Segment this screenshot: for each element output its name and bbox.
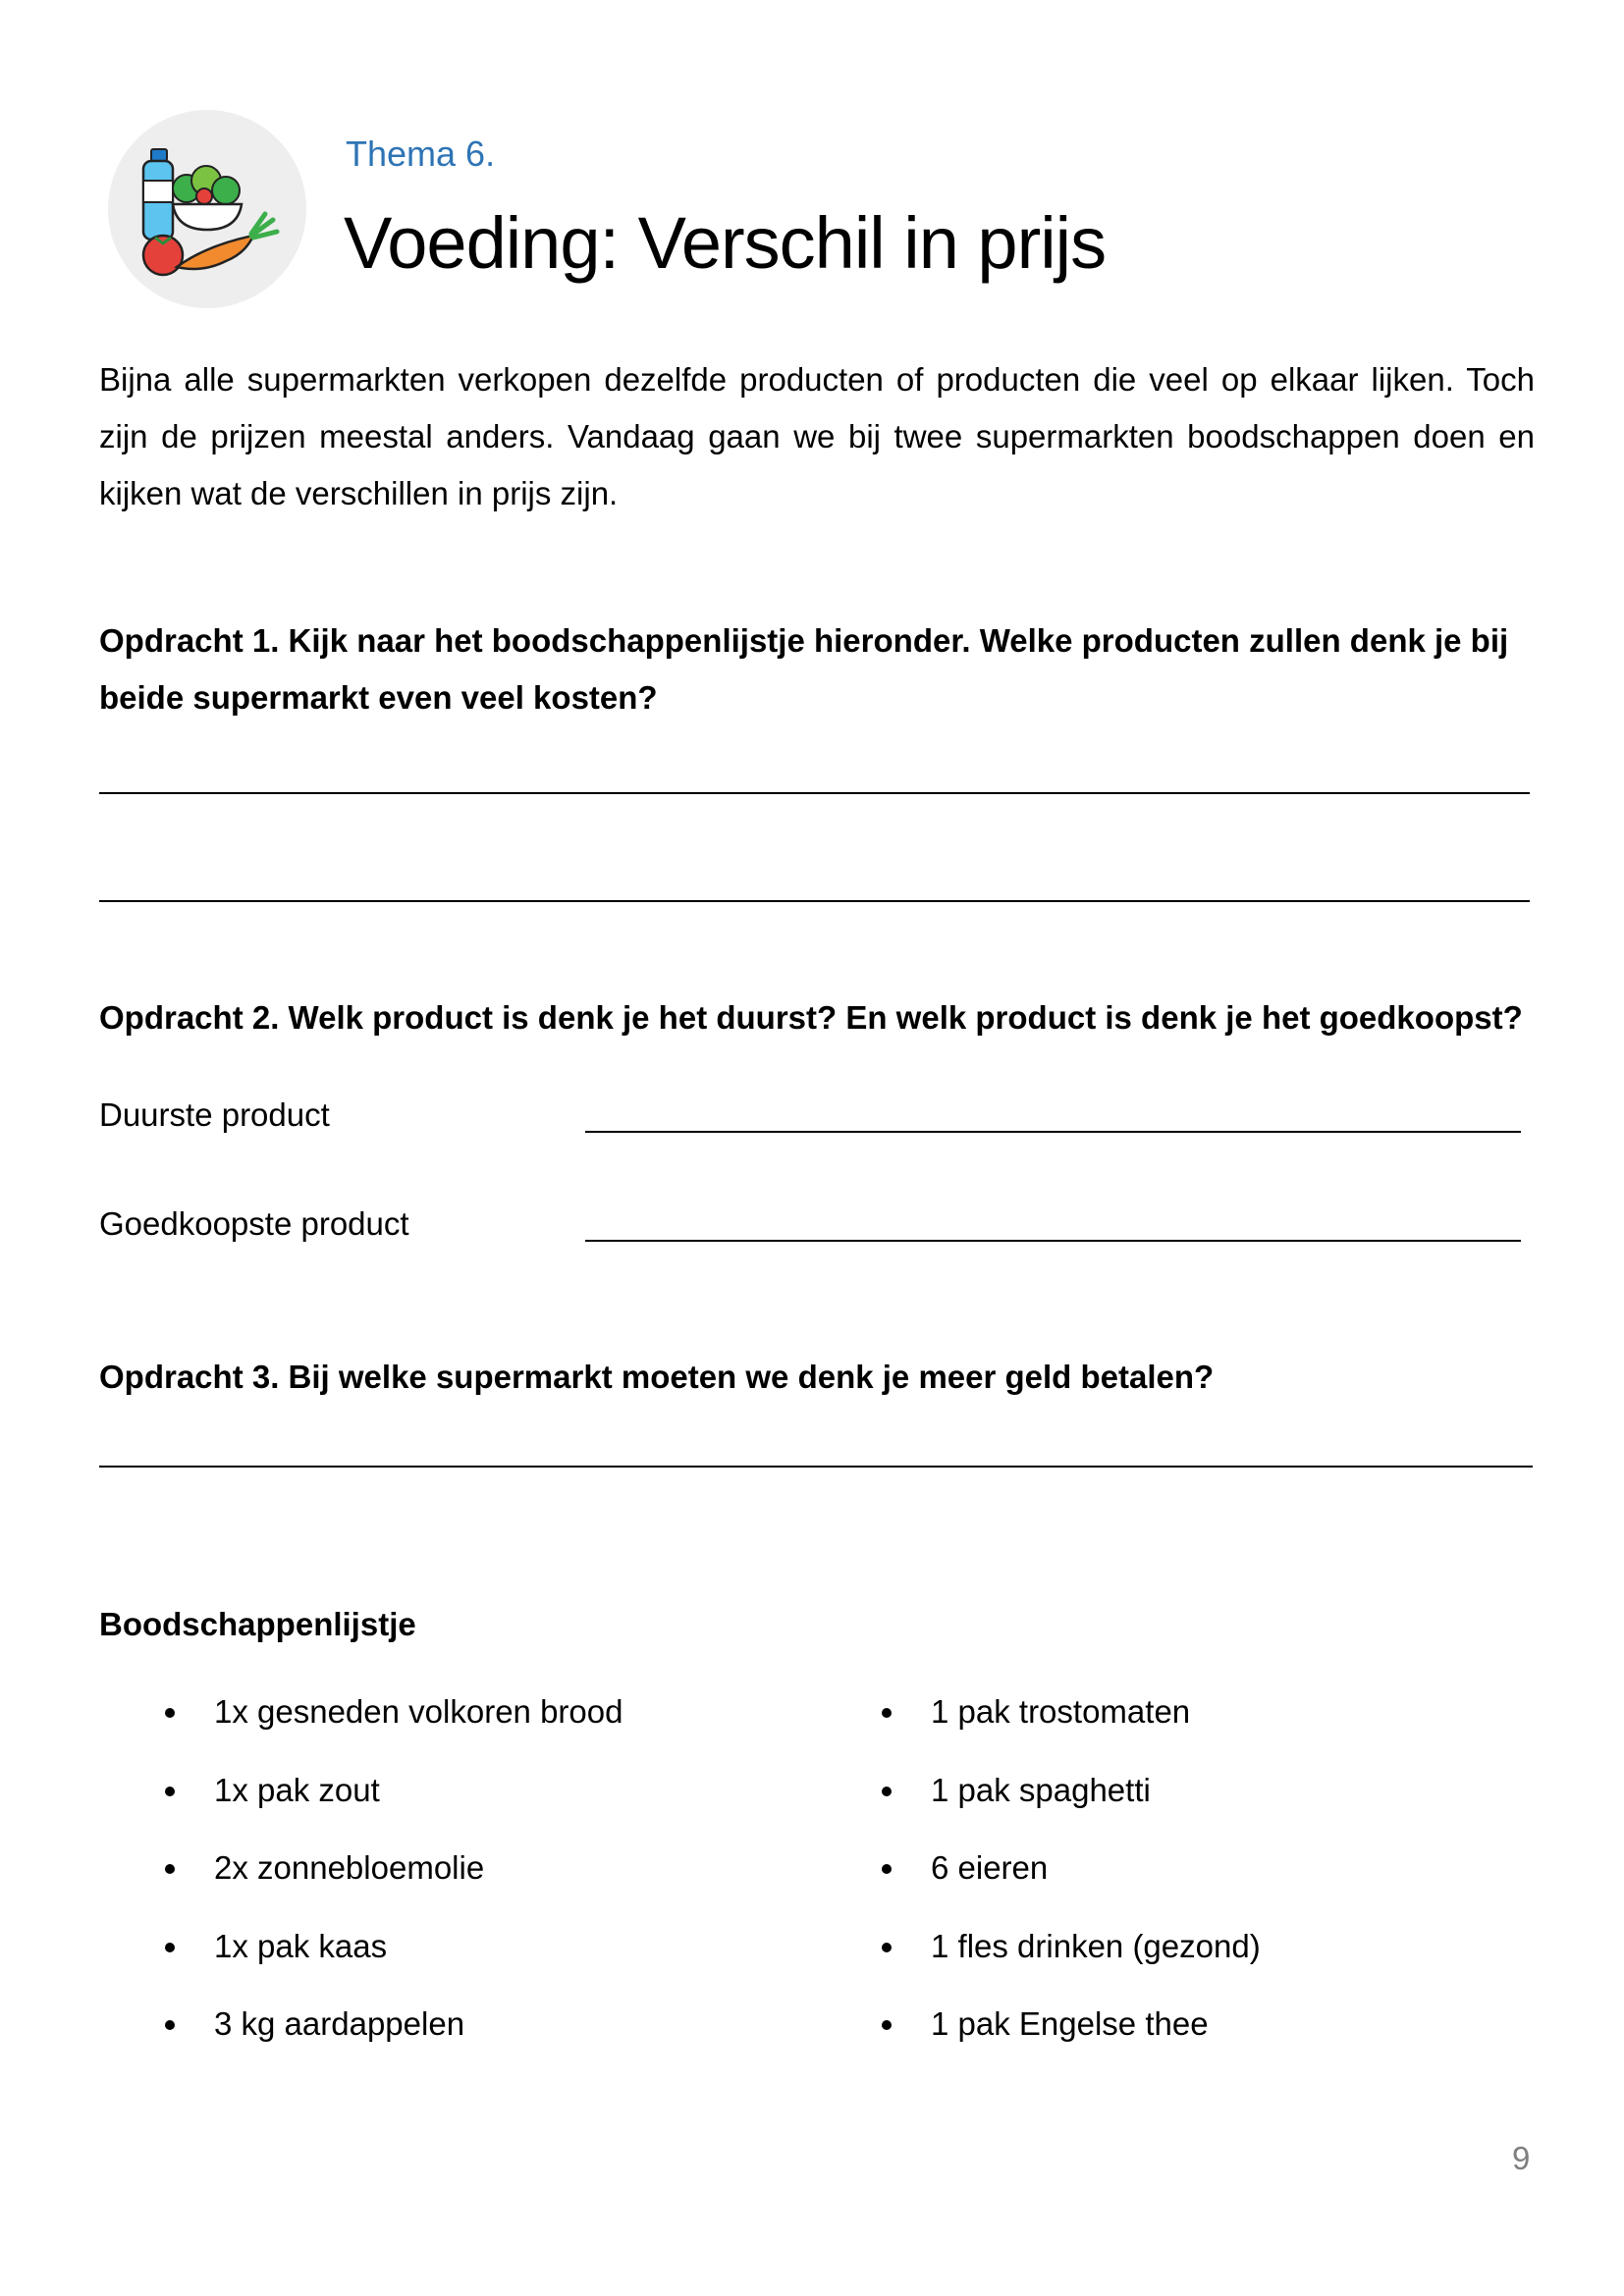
most-expensive-label: Duurste product: [99, 1096, 330, 1133]
bullet-icon: [882, 1787, 892, 1796]
bullet-icon: [165, 1787, 175, 1796]
bullet-icon: [165, 1864, 175, 1874]
intro-paragraph: Bijna alle supermarkten verkopen dezelfde producten of producten die veel op elkaar lijken. Toch zijn de prijzen meestal anders. Vandaag gaan we bij twee supermarkten boodschappen doen en kijken wat de verschillen in prijs zijn.: [99, 361, 1535, 511]
assignment-1-question: Opdracht 1. Kijk naar het boodschappenlijstje hieronder. Welke producten zullen denk je bij beide supermarkt even veel kosten?: [99, 622, 1509, 716]
page-title: Voeding: Verschil in prijs: [344, 202, 1107, 284]
groceries-icon: [108, 110, 306, 308]
bullet-icon: [882, 1864, 892, 1874]
worksheet-page: Thema 6. Voeding: Verschil in prijs Bijna alle supermarkten verkopen dezelfde producten of producten die veel op elkaar lijken. Toch zijn de prijzen meestal anders. Vandaag gaan we bij twee supermarkten boodschappen doen en kijken wat de verschillen in prijs zijn. Opdracht 1. Kijk naar het boodschappenlijstje hieronder. Welke producten zullen denk je bij beide supermarkt even veel kosten? Opdracht 2. Welk product is denk je het duurst? En welk product is denk je het goedkoopst? Duurste product Goedkoopste product Opdracht 3. Bij welke supermarkt moeten we denk je meer geld betalen? Boodschappenlijstje 1x gesneden volkoren brood 1x pak zout 2x zonnebloemolie 1x pak kaas 3 kg aardappelen 1 pak trostomaten 1 pak spaghetti 6 eieren 1 fles drinken (gezond) 1 pak Engelse thee 9: [0, 0, 1624, 2296]
bullet-icon: [882, 1708, 892, 1718]
assignment-3-answer-line[interactable]: [99, 1466, 1533, 1468]
theme-label: Thema 6.: [346, 133, 496, 174]
bullet-icon: [165, 2020, 175, 2030]
cheapest-answer-line[interactable]: [585, 1240, 1521, 1242]
page-number: 9: [1512, 2140, 1531, 2176]
assignment-2-question: Opdracht 2. Welk product is denk je het duurst? En welk product is denk je het goedkoopst?: [99, 999, 1523, 1036]
bullet-icon: [165, 1943, 175, 1952]
assignment-3-question: Opdracht 3. Bij welke supermarkt moeten we denk je meer geld betalen?: [99, 1359, 1215, 1395]
cheapest-label: Goedkoopste product: [99, 1205, 409, 1242]
shopping-list-heading: Boodschappenlijstje: [99, 1606, 416, 1642]
most-expensive-answer-line[interactable]: [585, 1131, 1521, 1133]
bullet-icon: [882, 2020, 892, 2030]
assignment-1-answer-line-2[interactable]: [99, 900, 1530, 902]
assignment-1-answer-line-1[interactable]: [99, 792, 1530, 794]
bullet-icon: [165, 1708, 175, 1718]
bullet-icon: [882, 1943, 892, 1952]
